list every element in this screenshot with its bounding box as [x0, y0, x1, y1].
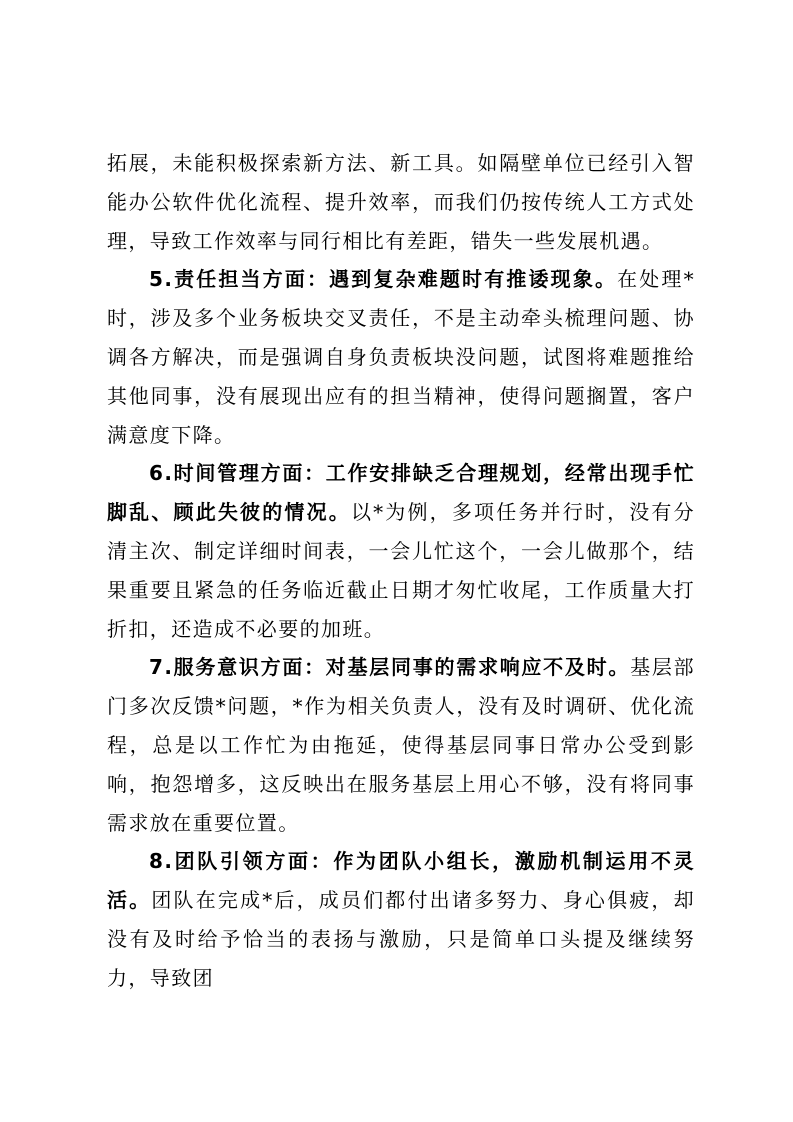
paragraph-team-leadership — [107, 842, 695, 997]
paragraph-responsibility — [107, 260, 695, 454]
paragraph-text: 在处理*时，涉及多个业务板块交叉责任，不是主动牵头梳理问题、协调各方解决，而是强调自身负责板块没问题，试图将难题推给其他同事，没有展现出应有的担当精神，使得问题搁置，客户满意度下降。 — [107, 267, 695, 447]
paragraph-text: 团队在完成*后，成员们都付出诸多努力、身心俱疲，却没有及时给予恰当的表扬与激励，只是简单口头提及继续努力，导致团 — [107, 888, 695, 990]
paragraph-heading: 7.服务意识方面：对基层同事的需求响应不及时。 — [149, 655, 631, 680]
paragraph-text: 以*为例，多项任务并行时，没有分清主次、制定详细时间表，一会儿忙这个，一会儿做那个，结果重要且紧急的任务临近截止日期才匆忙收尾，工作质量大打折扣，还造成不必要的加班。 — [107, 500, 695, 641]
paragraph-text: 基层部门多次反馈*问题，*作为相关负责人，没有及时调研、优化流程，总是以工作忙为由拖延，使得基层同事日常办公受到影响，抱怨增多，这反映出在服务基层上用心不够，没有将同事需求放在重要位置。 — [107, 655, 695, 835]
paragraph-heading: 6.时间管理方面：工作安排缺乏合理规划，经常出现手忙脚乱、顾此失彼的情况。 — [107, 461, 695, 525]
document-body — [107, 144, 695, 998]
paragraph-continuation — [107, 144, 695, 260]
paragraph-heading: 8.团队引领方面：作为团队小组长，激励机制运用不灵活。 — [107, 849, 695, 913]
paragraph-time-management — [107, 454, 695, 648]
paragraph-heading: 5.责任担当方面：遇到复杂难题时有推诿现象。 — [149, 267, 618, 292]
paragraph-text: 拓展，未能积极探索新方法、新工具。如隔壁单位已经引入智能办公软件优化流程、提升效率，而我们仍按传统人工方式处理，导致工作效率与同行相比有差距，错失一些发展机遇。 — [107, 151, 695, 253]
paragraph-service-awareness — [107, 648, 695, 842]
